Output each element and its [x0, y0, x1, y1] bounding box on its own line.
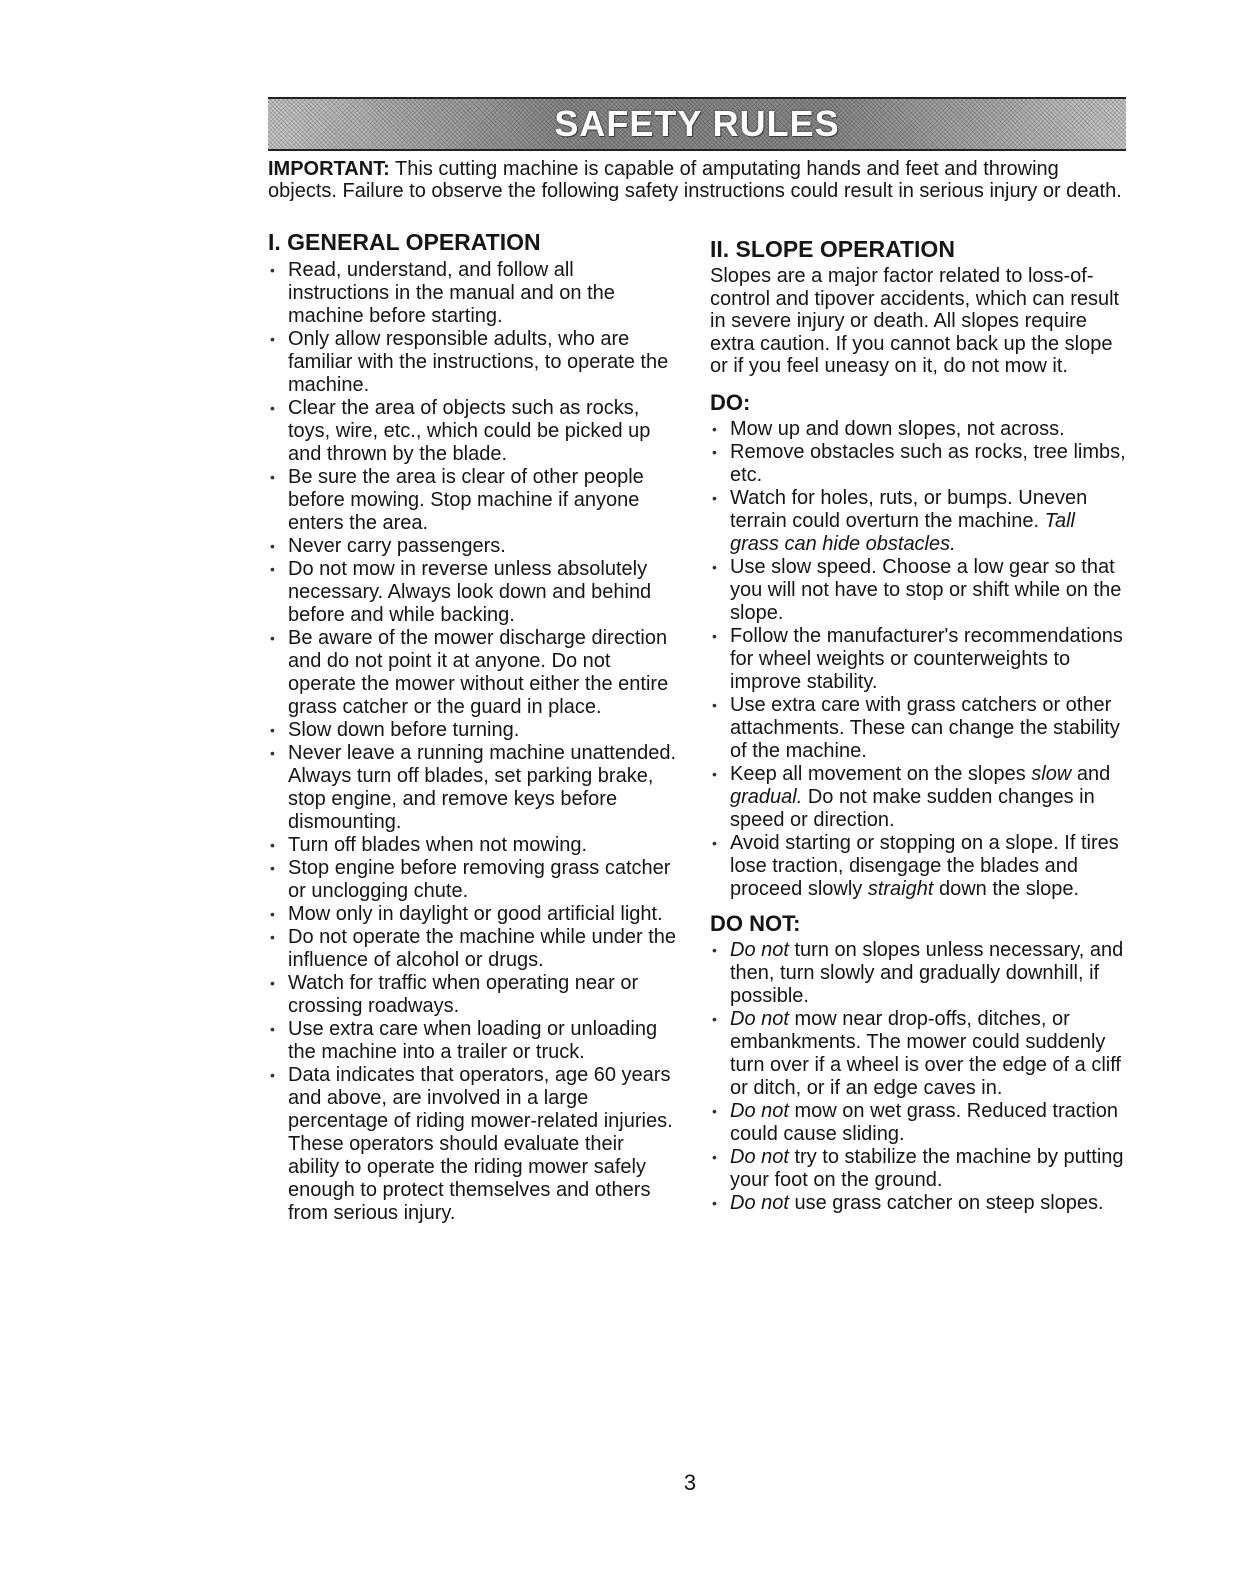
- list-item: [710, 1146, 1126, 1192]
- item-text: use grass catcher on steep slopes.: [788, 1191, 1104, 1214]
- important-notice: [268, 158, 1128, 202]
- list-item: • Clear the area of objects such as rocks, toys, wire, etc., which could be picked up and thrown by the blade.: [268, 397, 680, 466]
- item-emphasis: Do not: [730, 1145, 789, 1168]
- item-text: turn on slopes unless necessary, and then, turn slowly and gradually downhill, if possible.: [730, 938, 1124, 1007]
- list-item: [710, 832, 1126, 901]
- important-text: This cutting machine is capable of amputating hands and feet and throwing objects. Failure to observe the following safety instructions could result in serious injury or death.: [268, 158, 1122, 202]
- list-item: • Do not mow in reverse unless absolutely necessary. Always look down and behind before and while backing.: [268, 558, 680, 627]
- do-list: [710, 418, 1126, 901]
- slope-intro-text: Slopes are a major factor related to loss-of-control and tipover accidents, which can result in severe injury or death. All slopes require extra caution. If you cannot back up the slope or if you feel uneasy on it, do not mow it.: [710, 265, 1120, 377]
- item-text: mow on wet grass. Reduced traction could cause sliding.: [730, 1099, 1118, 1145]
- item-text: mow near drop-offs, ditches, or embankments. The mower could suddenly turn over if a wheel is over the edge of a cliff or ditch, or if an edge caves in.: [730, 1007, 1121, 1099]
- list-item: [710, 939, 1126, 1008]
- list-item: [710, 441, 1126, 487]
- list-item: • Use extra care when loading or unloading the machine into a trailer or truck.: [268, 1018, 680, 1064]
- item-emphasis: slow: [1031, 762, 1072, 785]
- item-emphasis: gradual.: [730, 785, 803, 808]
- list-item: • Be aware of the mower discharge direction and do not point it at anyone. Do not operate the mower without either the entire grass catcher or the guard in place.: [268, 627, 680, 719]
- item-text: Avoid starting or stopping on a slope. If tires lose traction, disengage the blades and proceed slowly: [730, 831, 1119, 900]
- list-item: [710, 1192, 1126, 1215]
- list-item: [710, 556, 1126, 625]
- item-text: Follow the manufacturer's recommendations for wheel weights or counterweights to improve stability.: [730, 624, 1123, 693]
- item-text: Remove obstacles such as rocks, tree limbs, etc.: [730, 440, 1126, 486]
- list-item: [710, 694, 1126, 763]
- safety-rules-banner: [268, 97, 1126, 151]
- page-number: 3: [683, 1470, 697, 1495]
- general-operation-section: [268, 228, 680, 1225]
- item-text: down the slope.: [933, 877, 1080, 900]
- list-item: • Never leave a running machine unattended. Always turn off blades, set parking brake, stop engine, and remove keys before dismounting.: [268, 742, 680, 834]
- list-item: [710, 625, 1126, 694]
- list-item: • Turn off blades when not mowing.: [268, 834, 680, 857]
- do-not-list: [710, 939, 1126, 1215]
- slope-operation-heading: II. SLOPE OPERATION: [710, 236, 955, 262]
- item-emphasis: straight: [867, 877, 934, 900]
- list-item: • Read, understand, and follow all instructions in the manual and on the machine before starting.: [268, 259, 680, 328]
- item-text: Keep all movement on the slopes: [730, 762, 1032, 785]
- do-heading: DO:: [710, 389, 751, 415]
- slope-operation-section: [710, 228, 1126, 1215]
- do-not-heading: DO NOT:: [710, 910, 801, 936]
- important-label: IMPORTANT:: [268, 158, 390, 180]
- banner-title: SAFETY RULES: [554, 103, 840, 144]
- general-operation-list: [268, 259, 680, 1225]
- item-emphasis: Do not: [730, 1191, 789, 1214]
- list-item: • Only allow responsible adults, who are familiar with the instructions, to operate the machine.: [268, 328, 680, 397]
- item-text: try to stabilize the machine by putting your foot on the ground.: [730, 1145, 1124, 1191]
- list-item: • Watch for traffic when operating near or crossing roadways.: [268, 972, 680, 1018]
- list-item: • Be sure the area is clear of other people before mowing. Stop machine if anyone enters the area.: [268, 466, 680, 535]
- list-item: • Stop engine before removing grass catcher or unclogging chute.: [268, 857, 680, 903]
- item-text: and: [1071, 762, 1111, 785]
- item-emphasis: Do not: [730, 938, 789, 961]
- item-text: Mow up and down slopes, not across.: [730, 417, 1065, 440]
- item-text: Watch for holes, ruts, or bumps. Uneven terrain could overturn the machine.: [730, 486, 1088, 532]
- item-text: Do not make sudden changes in speed or direction.: [730, 785, 1095, 831]
- list-item: [710, 1008, 1126, 1100]
- general-operation-heading: I. GENERAL OPERATION: [268, 229, 541, 255]
- item-emphasis: Do not: [730, 1007, 789, 1030]
- list-item: • Do not operate the machine while under the influence of alcohol or drugs.: [268, 926, 680, 972]
- list-item: • Data indicates that operators, age 60 years and above, are involved in a large percentage of riding mower-related injuries. These operators should evaluate their ability to operate the riding mower safely enough to protect themselves and others from serious injury.: [268, 1064, 680, 1225]
- list-item: [710, 487, 1126, 556]
- list-item: • Never carry passengers.: [268, 535, 680, 558]
- list-item: [710, 763, 1126, 832]
- list-item: [710, 1100, 1126, 1146]
- list-item: [710, 418, 1126, 441]
- item-emphasis: Tall grass can hide obstacles.: [730, 509, 1075, 555]
- item-text: Use slow speed. Choose a low gear so that you will not have to stop or shift while on the slope.: [730, 555, 1122, 624]
- item-text: Use extra care with grass catchers or other attachments. These can change the stability of the machine.: [730, 693, 1120, 762]
- list-item: • Mow only in daylight or good artificial light.: [268, 903, 680, 926]
- item-emphasis: Do not: [730, 1099, 789, 1122]
- list-item: • Slow down before turning.: [268, 719, 680, 742]
